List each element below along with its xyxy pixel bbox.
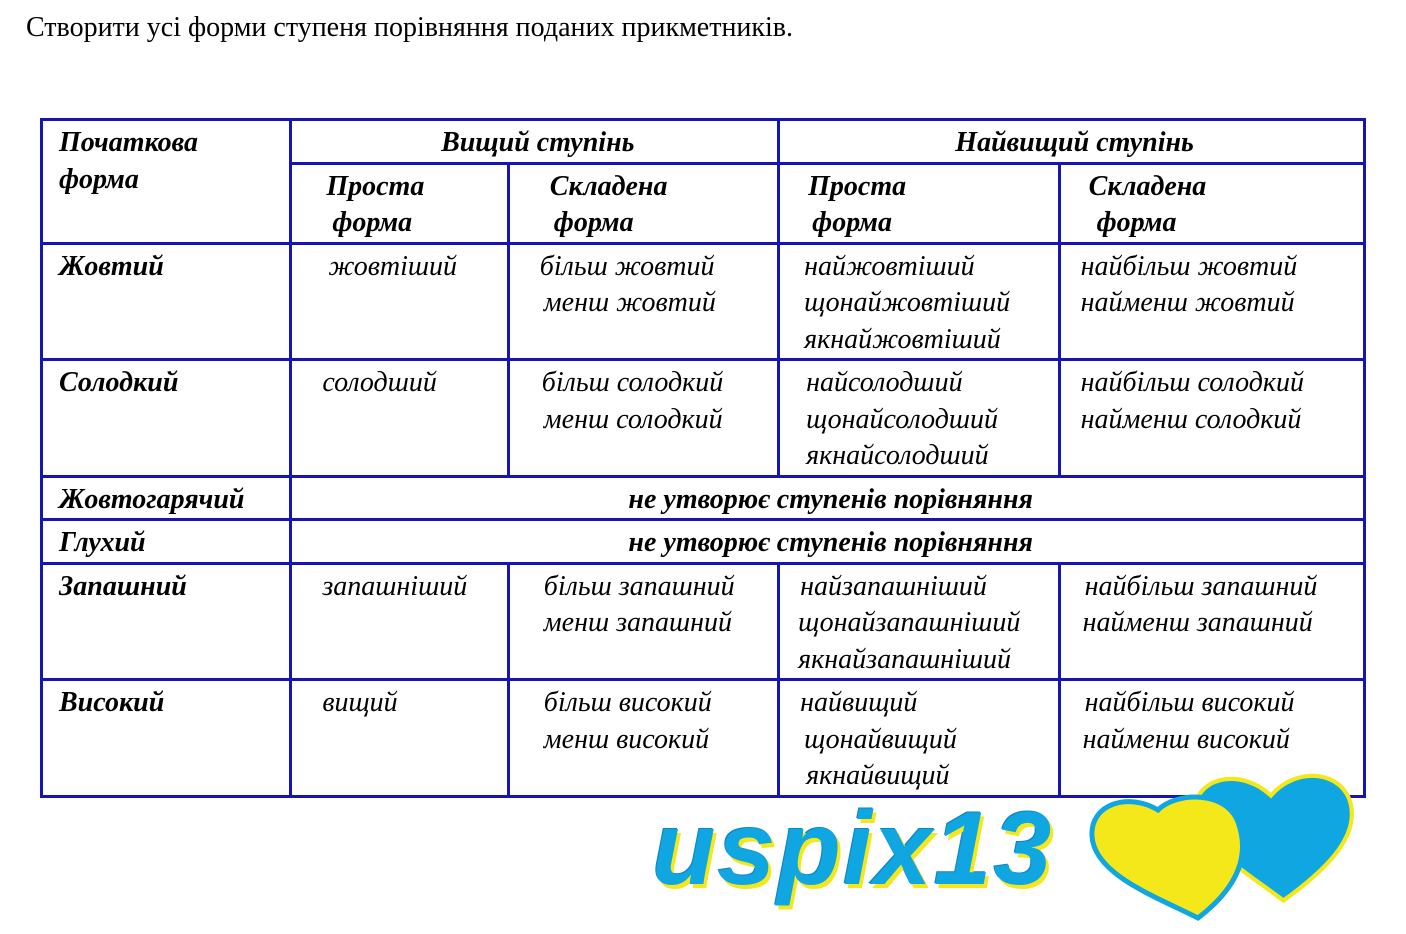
superlative-compound-cell: найбільш високий найменш високий — [1059, 680, 1364, 797]
header-comparative-compound: Складена форма — [508, 163, 778, 243]
superlative-simple-cell: найвищий щонайвищий якнайвищий — [779, 680, 1059, 797]
header-row-1 — [42, 120, 1365, 164]
comparative-compound-cell: більш високий менш високий — [508, 680, 778, 797]
comparison-table — [40, 118, 1366, 798]
comparative-compound-cell: більш запашний менш запашний — [508, 563, 778, 680]
header-superlative: Найвищий ступінь — [779, 120, 1365, 164]
no-degrees-note: не утворює ступенів порівняння — [291, 520, 1365, 564]
table-row — [42, 360, 1365, 477]
comparative-simple-cell: вищий — [291, 680, 508, 797]
comparative-simple-cell: солодший — [291, 360, 508, 477]
header-base-form: Початкова форма — [42, 120, 291, 244]
superlative-simple-cell: найсолодший щонайсолодший якнайсолодший — [779, 360, 1059, 477]
base-word: Високий — [42, 680, 291, 797]
base-word: Жовтий — [42, 243, 291, 360]
superlative-simple-cell: найжовтіший щонайжовтіший якнайжовтіший — [779, 243, 1059, 360]
no-degrees-note: не утворює ступенів порівняння — [291, 476, 1365, 520]
base-word: Жовтогарячий — [42, 476, 291, 520]
superlative-compound-cell: найбільш жовтий найменш жовтий — [1059, 243, 1364, 360]
comparative-compound-cell: більш жовтий менш жовтий — [508, 243, 778, 360]
header-superlative-compound: Складена форма — [1059, 163, 1364, 243]
superlative-compound-cell: найбільш запашний найменш запашний — [1059, 563, 1364, 680]
site-logo — [648, 770, 1368, 930]
comparative-simple-cell: запашніший — [291, 563, 508, 680]
header-comparative: Вищий ступінь — [291, 120, 779, 164]
base-word: Запашний — [42, 563, 291, 680]
header-superlative-simple: Проста форма — [779, 163, 1059, 243]
base-word: Солодкий — [42, 360, 291, 477]
hearts-icon — [1076, 770, 1362, 926]
header-comparative-simple: Проста форма — [291, 163, 508, 243]
comparative-simple-cell: жовтіший — [291, 243, 508, 360]
superlative-compound-cell: найбільш солодкий найменш солодкий — [1059, 360, 1364, 477]
table-row — [42, 476, 1365, 520]
logo-text: uspix13 — [652, 791, 1054, 907]
task-instruction: Створити усі форми ступеня порівняння поданих прикметників. — [26, 12, 794, 43]
table-row — [42, 243, 1365, 360]
comparative-compound-cell: більш солодкий менш солодкий — [508, 360, 778, 477]
superlative-simple-cell: найзапашніший щонайзапашніший якнайзапашніший — [779, 563, 1059, 680]
table-row — [42, 520, 1365, 564]
base-word: Глухий — [42, 520, 291, 564]
table-row — [42, 563, 1365, 680]
